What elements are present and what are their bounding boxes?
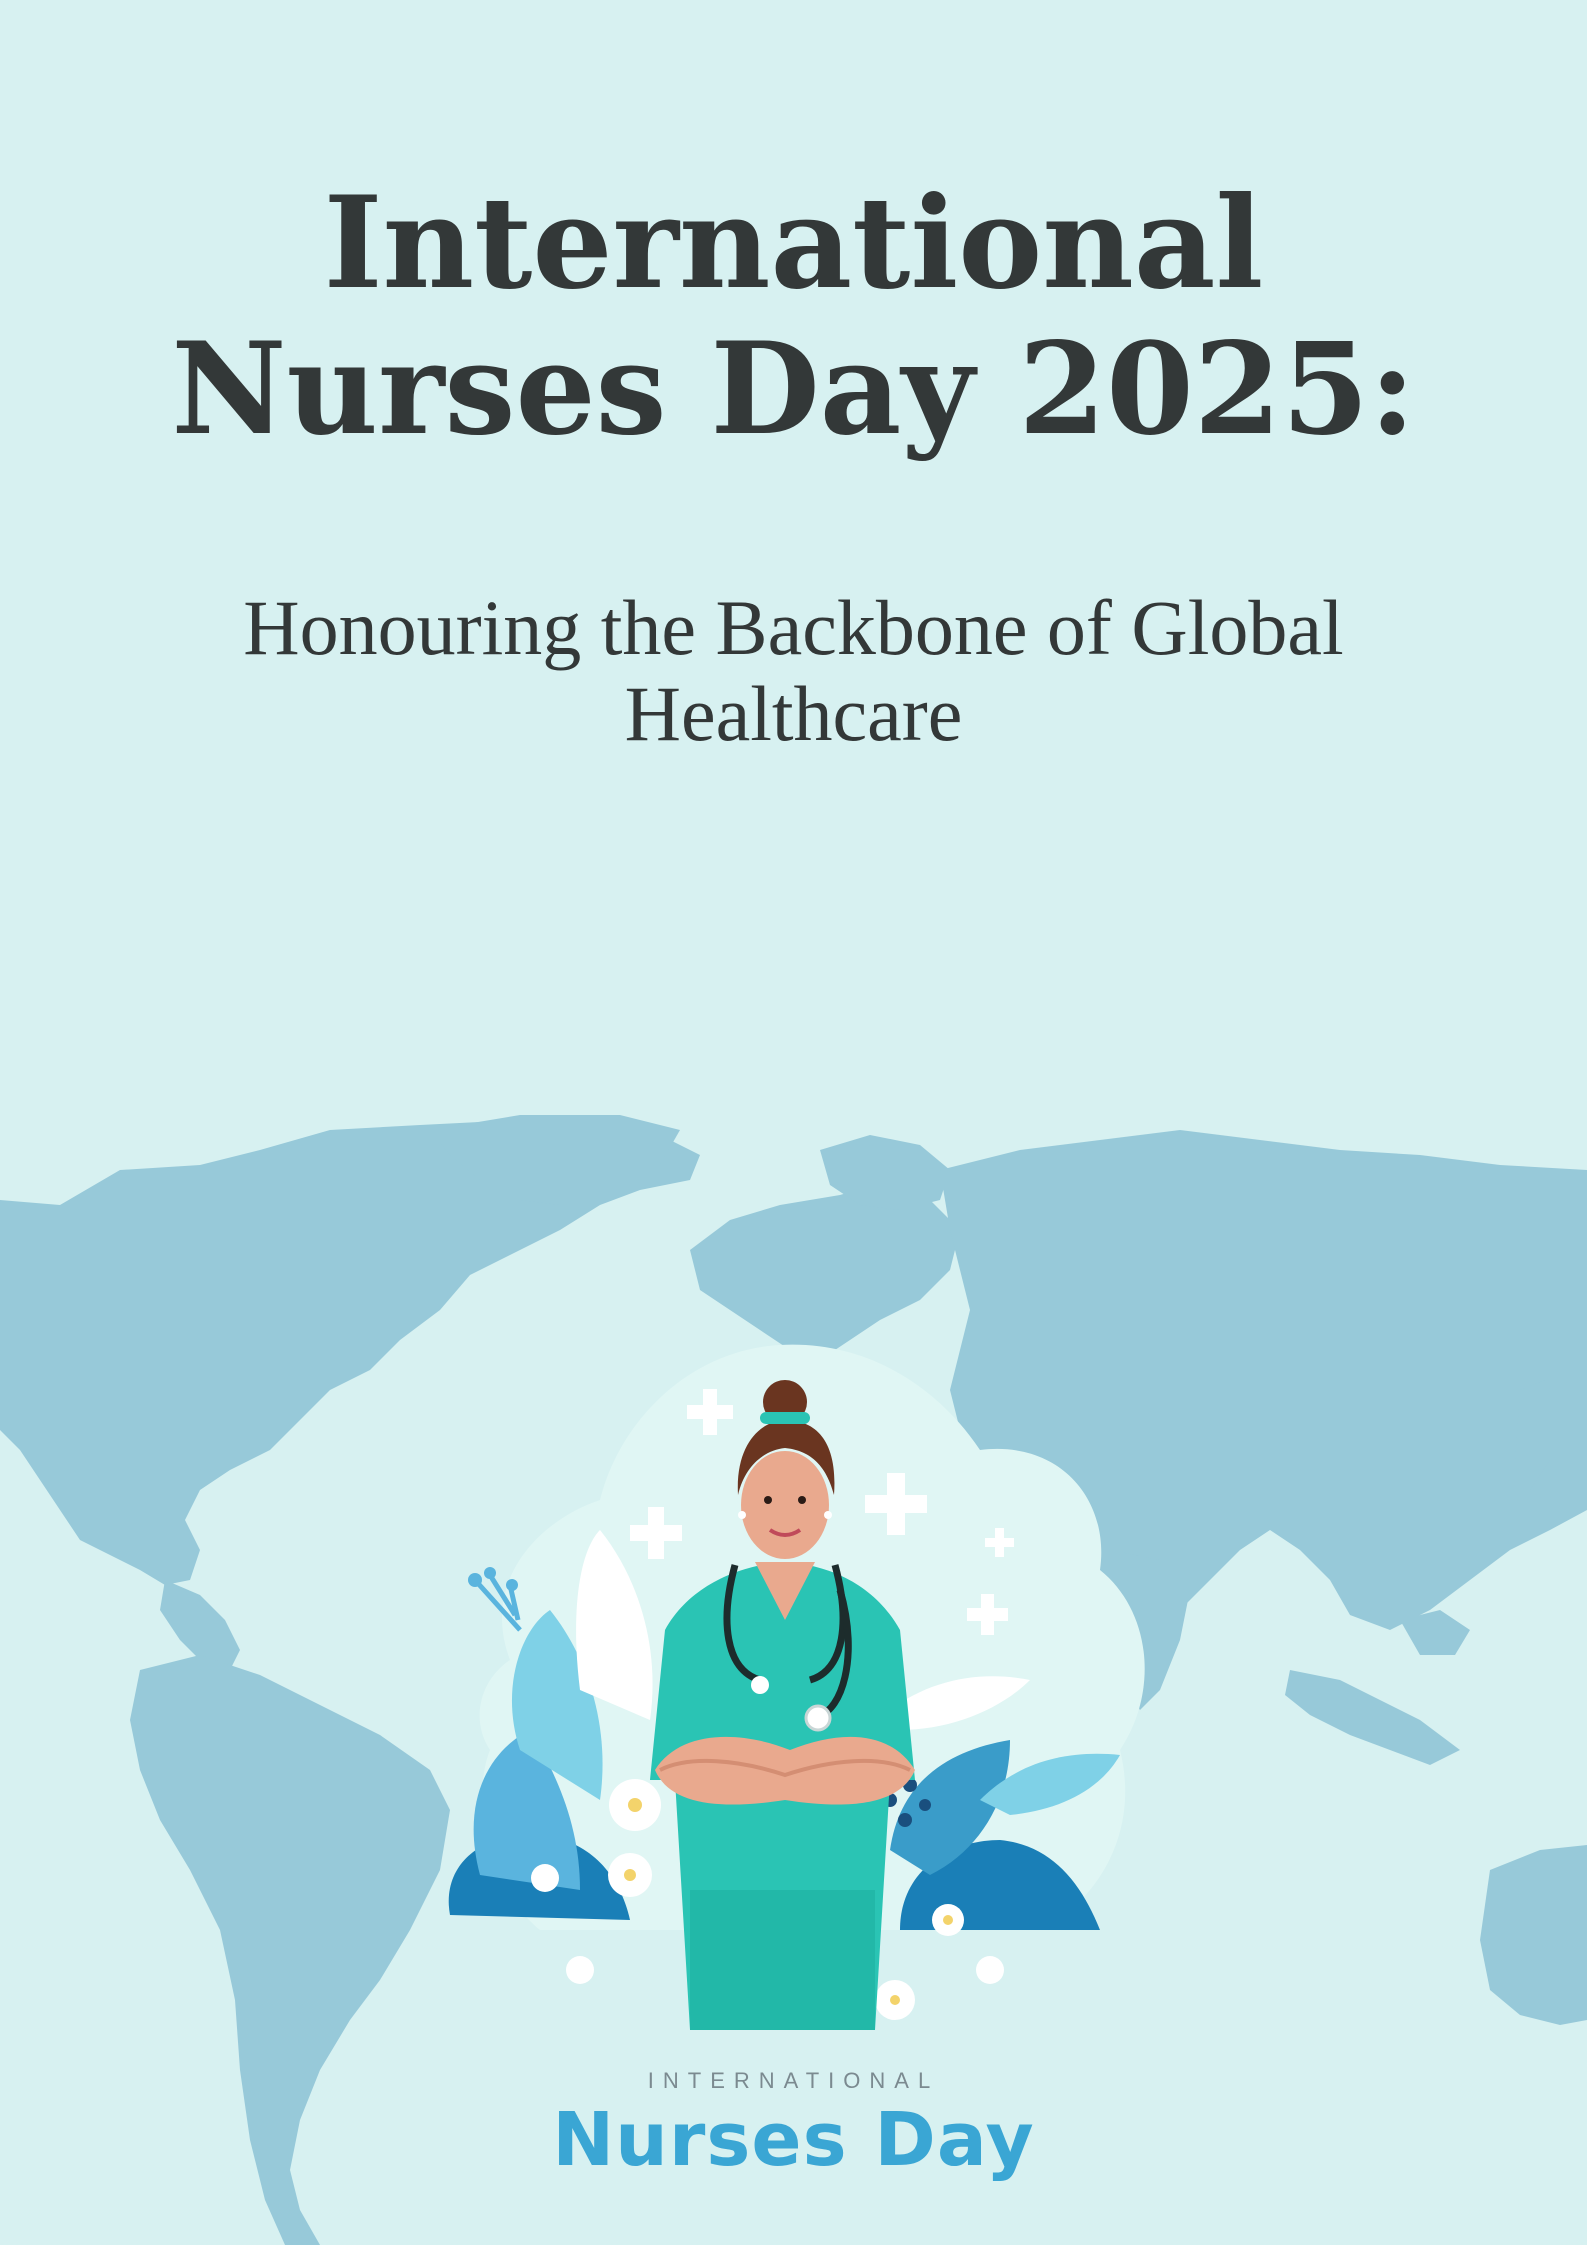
logo-international-text: INTERNATIONAL <box>647 2068 940 2093</box>
subtitle-line-1: Honouring the Backbone of Global <box>243 584 1344 671</box>
title-line-1: International <box>323 169 1264 317</box>
subtitle-line-2: Healthcare <box>624 670 963 757</box>
nurse-illustration <box>420 1330 1180 2060</box>
title-line-2: Nurses Day 2025: <box>171 315 1416 463</box>
poster-title <box>0 170 1587 462</box>
logo-nurses-day-text: Nurses Day <box>552 2097 1035 2183</box>
poster-subtitle <box>0 585 1587 757</box>
